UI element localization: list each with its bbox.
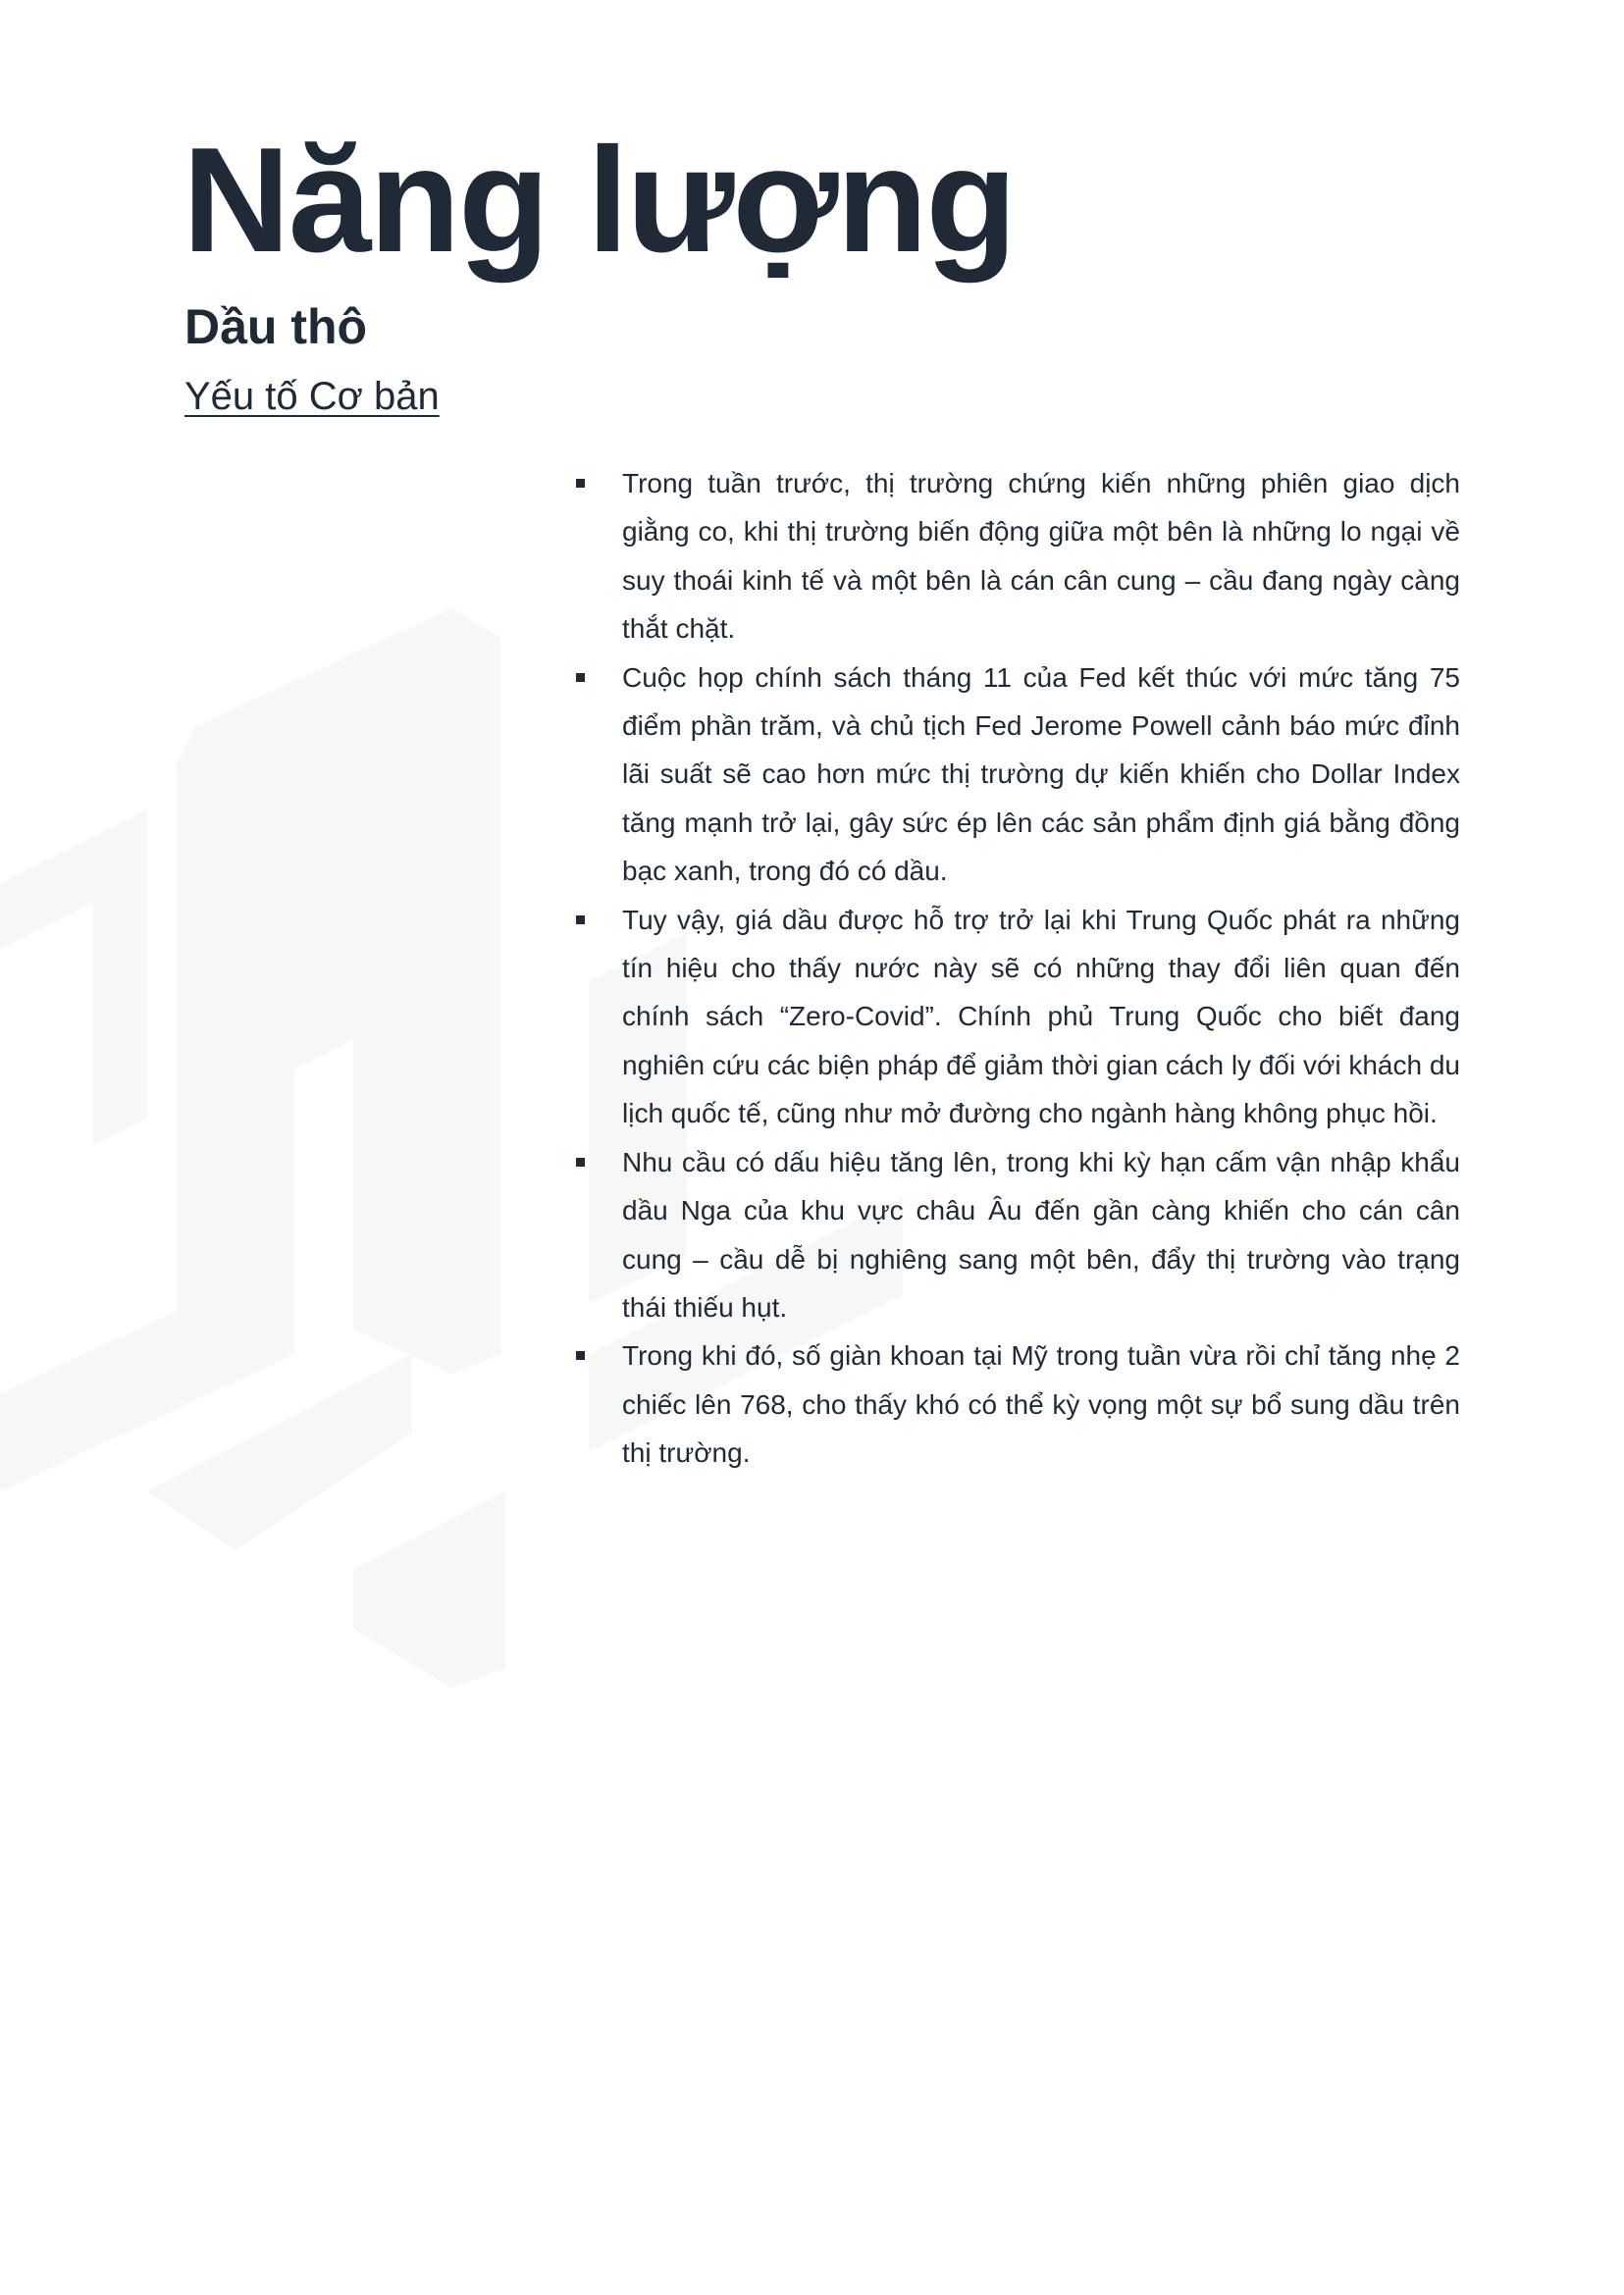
watermark-shape-foot: [353, 1491, 505, 1688]
bullet-item-5: [571, 1331, 1460, 1477]
square-bullet-icon: [576, 1351, 585, 1360]
square-bullet-icon: [576, 479, 585, 488]
page-title: Năng lượng: [183, 117, 1016, 284]
bullet-item-3: [571, 896, 1460, 1138]
bullet-item-1: [571, 459, 1460, 653]
section-link-fundamentals[interactable]: Yếu tố Cơ bản: [184, 375, 440, 418]
square-bullet-icon: [576, 915, 585, 924]
square-bullet-icon: [576, 1158, 585, 1167]
bullet-text: Trong tuần trước, thị trường chứng kiến những phiên giao dịch giằng co, khi thị trường biến động giữa một bên là những lo ngại về suy thoái kinh tế và một bên là cán cân cung – cầu đang ngày càng thắt chặt.: [622, 468, 1460, 645]
bullet-item-4: [571, 1138, 1460, 1332]
bullet-text: Tuy vậy, giá dầu được hỗ trợ trở lại khi Trung Quốc phát ra những tín hiệu cho thấy nước này sẽ có những thay đổi liên quan đến chính sách “Zero-Covid”. Chính phủ Trung Quốc cho biết đang nghiên cứu các biện pháp để giảm thời gian cách ly đối với khách du lịch quốc tế, cũng như mở đường cho ngành hàng không phục hồi.: [622, 904, 1460, 1129]
watermark-shape-center: [177, 608, 500, 1374]
bullet-item-2: [571, 653, 1460, 896]
bullet-text: Cuộc họp chính sách tháng 11 của Fed kết thúc với mức tăng 75 điểm phần trăm, và chủ tịch Fed Jerome Powell cảnh báo mức đỉnh lãi suất sẽ cao hơn mức thị trường dự kiến khiến cho Dollar Index tăng mạnh trở lại, gây sức ép lên các sản phẩm định giá bằng đồng bạc xanh, trong đó có dầu.: [622, 661, 1460, 887]
bullet-text: Trong khi đó, số giàn khoan tại Mỹ trong tuần vừa rồi chỉ tăng nhẹ 2 chiếc lên 768, cho thấy khó có thể kỳ vọng một sự bổ sung dầu trên thị trường.: [622, 1340, 1460, 1469]
watermark-shape-left: [0, 809, 147, 1146]
section-subtitle: Dầu thô: [184, 299, 368, 354]
square-bullet-icon: [576, 673, 585, 682]
bullet-text: Nhu cầu có dấu hiệu tăng lên, trong khi kỳ hạn cấm vận nhập khẩu dầu Nga của khu vực châu Âu đến gần càng khiến cho cán cân cung – cầu dễ bị nghiêng sang một bên, đẩy thị trường vào trạng thái thiếu hụt.: [622, 1146, 1460, 1323]
bullet-list: [571, 459, 1460, 1478]
